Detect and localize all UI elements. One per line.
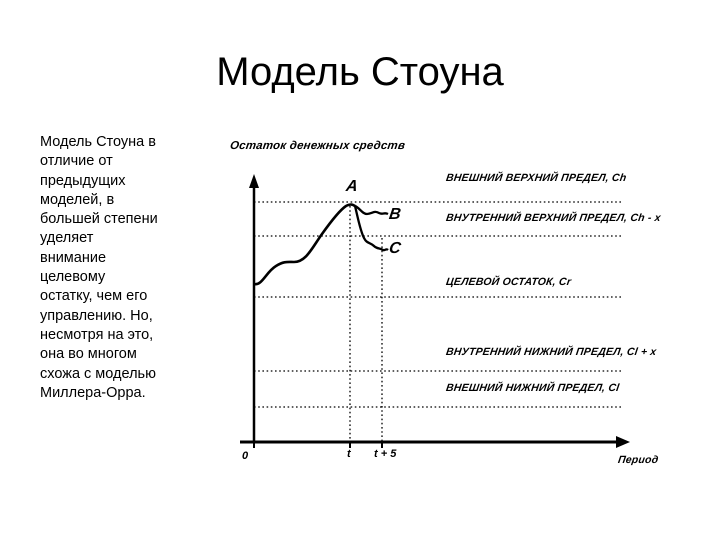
x-tick-label-t: t (347, 448, 351, 460)
point-label-c: C (387, 240, 402, 257)
y-axis-arrow (249, 174, 259, 188)
point-label-a: A (344, 178, 359, 195)
level-label-outer-lower: ВНЕШНИЙ НИЖНИЙ ПРЕДЕЛ, Cl (445, 382, 621, 394)
x-tick-label-t5: t + 5 (374, 448, 397, 460)
cash-balance-curve (254, 205, 355, 285)
x-tick-label-origin: 0 (242, 450, 249, 462)
slide-title: Модель Стоуна (216, 50, 504, 94)
level-label-inner-upper: ВНУТРЕННИЙ ВЕРХНИЙ ПРЕДЕЛ, Ch - x (445, 212, 662, 224)
y-axis-label: Остаток денежных средств (229, 140, 406, 152)
level-label-target: ЦЕЛЕВОЙ ОСТАТОК, Cr (445, 276, 572, 288)
x-axis-label: Период (617, 454, 660, 466)
point-label-b: B (387, 206, 402, 223)
level-label-inner-lower: ВНУТРЕННИЙ НИЖНИЙ ПРЕДЕЛ, Cl + x (445, 346, 658, 358)
x-axis-arrow (616, 436, 630, 448)
level-label-outer-upper: ВНЕШНИЙ ВЕРХНИЙ ПРЕДЕЛ, Ch (445, 172, 628, 184)
curve-branch-b (355, 206, 388, 214)
stone-model-diagram (222, 126, 668, 476)
slide-body-text: Модель Стоуна в отличие от предыдущих моделей, в большей степени уделяет внимание целевому остатку, чем его управлению. Но, несмотря на это, она во многом схожа с моделью Миллера-Орра. (40, 134, 158, 401)
